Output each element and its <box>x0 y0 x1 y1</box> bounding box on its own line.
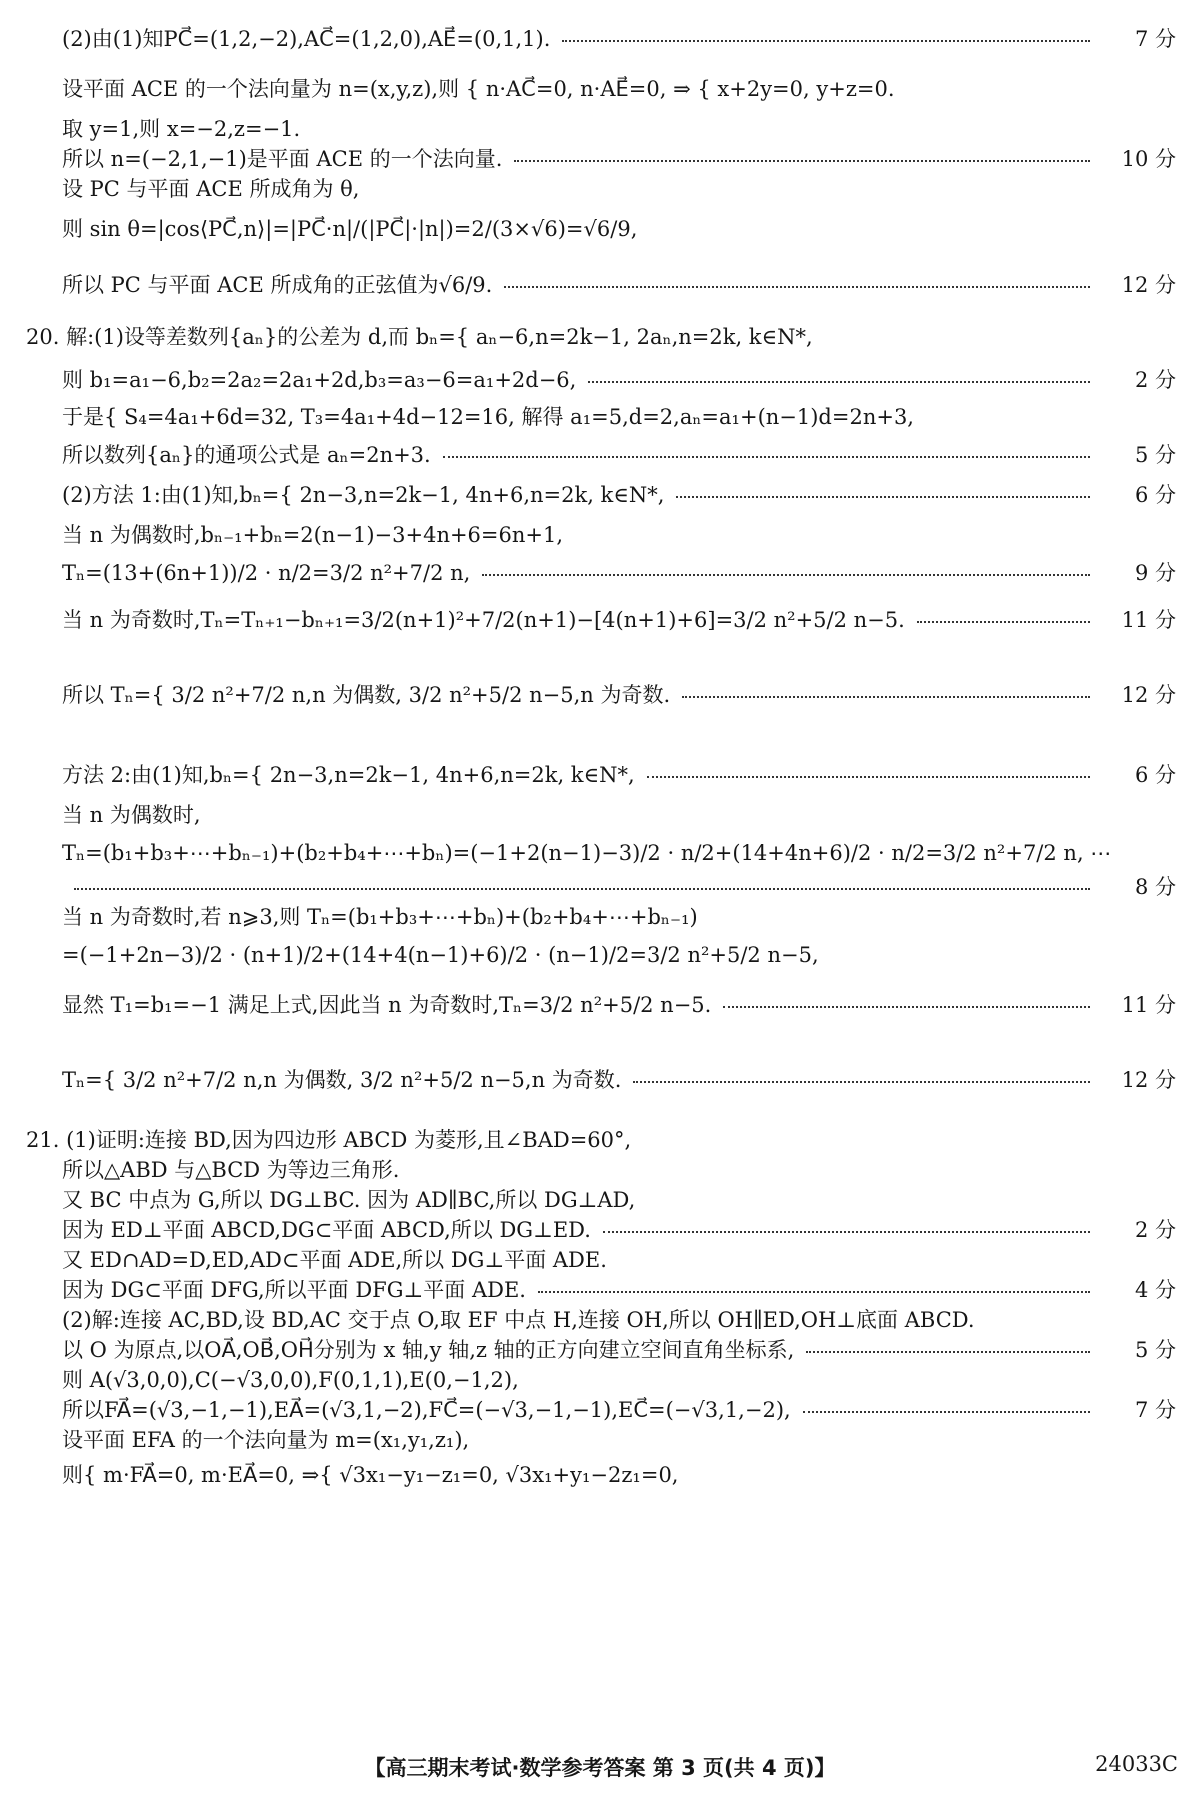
line-text: 于是{ S₄=4a₁+6d=32, T₃=4a₁+4d−12=16, 解得 a₁=5,d=2,aₙ=a₁+(n−1)d=2n+3, <box>62 405 914 429</box>
line-text: 所以FA⃗=(√3,−1,−1),EA⃗=(√3,1,−2),FC⃗=(−√3,−1,−1),EC⃗=(−√3,1,−2), <box>62 1398 791 1422</box>
score-label: 8 分 <box>1134 875 1176 899</box>
line-text: Tₙ=(b₁+b₃+⋯+bₙ₋₁)+(b₂+b₄+⋯+bₙ)=(−1+2(n−1)−3)/2 · n/2+(14+4n+6)/2 · n/2=3/2 n²+7/2 n, ⋯ <box>62 841 1112 865</box>
text-line <box>62 74 1176 104</box>
line-text: 则 b₁=a₁−6,b₂=2a₂=2a₁+2d,b₃=a₃−6=a₁+2d−6, <box>62 368 577 392</box>
score-label: 6 分 <box>1134 483 1176 507</box>
line-text: 20. 解:(1)设等差数列{aₙ}的公差为 d,而 bₙ={ aₙ−6,n=2k−1, 2aₙ,n=2k, k∈N*, <box>26 325 813 349</box>
dot-leader <box>603 1231 1090 1233</box>
line-text: (2)由(1)知PC⃗=(1,2,−2),AC⃗=(1,2,0),AE⃗=(0,1,1). <box>62 27 551 51</box>
text-line <box>62 440 1176 470</box>
text-line <box>62 760 1176 790</box>
text-line <box>62 1365 1176 1395</box>
score-label: 5 分 <box>1134 1338 1176 1362</box>
score-label: 11 分 <box>1121 993 1176 1017</box>
line-text: 设 PC 与平面 ACE 所成角为 θ, <box>62 177 360 201</box>
score-label: 6 分 <box>1134 763 1176 787</box>
line-text: 所以 Tₙ={ 3/2 n²+7/2 n,n 为偶数, 3/2 n²+5/2 n−5,n 为奇数. <box>62 683 671 707</box>
line-text: 所以数列{aₙ}的通项公式是 aₙ=2n+3. <box>62 443 431 467</box>
text-line <box>62 1395 1176 1425</box>
text-line <box>62 940 1176 970</box>
text-line <box>62 1155 1176 1185</box>
line-text: =(−1+2n−3)/2 · (n+1)/2+(14+4(n−1)+6)/2 · (n−1)/2=3/2 n²+5/2 n−5, <box>62 943 819 967</box>
line-text: 取 y=1,则 x=−2,z=−1. <box>62 117 301 141</box>
footer-title: 【高三期末考试·数学参考答案 第 3 页(共 4 页)】 <box>364 1756 836 1780</box>
score-label: 7 分 <box>1134 1398 1176 1422</box>
line-text: 当 n 为奇数时,Tₙ=Tₙ₊₁−bₙ₊₁=3/2(n+1)²+7/2(n+1)−[4(n+1)+6]=3/2 n²+5/2 n−5. <box>62 608 905 632</box>
text-line <box>62 114 1176 144</box>
dot-leader <box>633 1081 1090 1083</box>
dot-leader <box>803 1411 1090 1413</box>
text-line <box>62 605 1176 635</box>
line-text: 方法 2:由(1)知,bₙ={ 2n−3,n=2k−1, 4n+6,n=2k, k∈N*, <box>62 763 635 787</box>
text-line <box>62 902 1176 932</box>
line-text: (2)解:连接 AC,BD,设 BD,AC 交于点 O,取 EF 中点 H,连接 OH,所以 OH∥ED,OH⊥底面 ABCD. <box>62 1308 975 1332</box>
text-line <box>62 1425 1176 1455</box>
dot-leader <box>647 776 1090 778</box>
text-line <box>26 1125 1176 1155</box>
score-label: 7 分 <box>1134 27 1176 51</box>
dot-leader <box>538 1291 1090 1293</box>
dot-leader <box>482 574 1090 576</box>
text-line <box>62 174 1176 204</box>
line-text: Tₙ={ 3/2 n²+7/2 n,n 为偶数, 3/2 n²+5/2 n−5,n 为奇数. <box>62 1068 622 1092</box>
text-line <box>62 1335 1176 1365</box>
line-text: 当 n 为偶数时, <box>62 803 201 827</box>
document-code: 24033C <box>1095 1752 1178 1776</box>
line-text: 21. (1)证明:连接 BD,因为四边形 ABCD 为菱形,且∠BAD=60°, <box>26 1128 632 1152</box>
line-text: 又 BC 中点为 G,所以 DG⊥BC. 因为 AD∥BC,所以 DG⊥AD, <box>62 1188 636 1212</box>
dot-leader <box>917 621 1090 623</box>
dot-leader <box>806 1351 1090 1353</box>
text-line <box>62 1185 1176 1215</box>
score-label: 11 分 <box>1121 608 1176 632</box>
dot-leader <box>676 496 1090 498</box>
dot-leader <box>504 286 1090 288</box>
text-line <box>62 144 1176 174</box>
text-line <box>62 558 1176 588</box>
text-line <box>26 322 1176 352</box>
score-label: 2 分 <box>1134 1218 1176 1242</box>
dot-leader <box>514 160 1090 162</box>
text-line <box>62 1460 1176 1490</box>
line-text: 因为 DG⊂平面 DFG,所以平面 DFG⊥平面 ADE. <box>62 1278 526 1302</box>
text-line <box>62 520 1176 550</box>
dot-leader <box>562 40 1090 42</box>
score-label: 9 分 <box>1134 561 1176 585</box>
text-line <box>62 872 1176 902</box>
text-line <box>62 1275 1176 1305</box>
dot-leader <box>682 696 1090 698</box>
text-line <box>62 800 1176 830</box>
line-text: 设平面 ACE 的一个法向量为 n=(x,y,z),则 { n·AC⃗=0, n·AE⃗=0, ⇒ { x+2y=0, y+z=0. <box>62 77 895 101</box>
text-line <box>62 24 1176 54</box>
text-line <box>62 270 1176 300</box>
score-label: 4 分 <box>1134 1278 1176 1302</box>
text-line <box>62 1065 1176 1095</box>
score-label: 12 分 <box>1121 683 1176 707</box>
text-line <box>62 1215 1176 1245</box>
line-text: 又 ED∩AD=D,ED,AD⊂平面 ADE,所以 DG⊥平面 ADE. <box>62 1248 607 1272</box>
dot-leader <box>588 381 1090 383</box>
line-text: 当 n 为偶数时,bₙ₋₁+bₙ=2(n−1)−3+4n+6=6n+1, <box>62 523 564 547</box>
line-text: 当 n 为奇数时,若 n⩾3,则 Tₙ=(b₁+b₃+⋯+bₙ)+(b₂+b₄+⋯+bₙ₋₁) <box>62 905 698 929</box>
text-line <box>62 214 1176 244</box>
score-label: 2 分 <box>1134 368 1176 392</box>
line-text: 所以△ABD 与△BCD 为等边三角形. <box>62 1158 400 1182</box>
text-line <box>62 680 1176 710</box>
text-line <box>62 365 1176 395</box>
score-label: 12 分 <box>1121 1068 1176 1092</box>
text-line <box>62 838 1176 868</box>
line-text: 所以 n=(−2,1,−1)是平面 ACE 的一个法向量. <box>62 147 503 171</box>
score-label: 12 分 <box>1121 273 1176 297</box>
line-text: 因为 ED⊥平面 ABCD,DG⊂平面 ABCD,所以 DG⊥ED. <box>62 1218 591 1242</box>
line-text: 则 sin θ=|cos⟨PC⃗,n⟩|=|PC⃗·n|/(|PC⃗|·|n|)=2/(3×√6)=√6/9, <box>62 217 638 241</box>
line-text: 以 O 为原点,以OA⃗,OB⃗,OH⃗分别为 x 轴,y 轴,z 轴的正方向建立空间直角坐标系, <box>62 1338 795 1362</box>
page-footer <box>0 1752 1200 1782</box>
text-line <box>62 1305 1176 1335</box>
line-text: 则 A(√3,0,0),C(−√3,0,0),F(0,1,1),E(0,−1,2), <box>62 1368 519 1392</box>
text-line <box>62 480 1176 510</box>
text-line <box>62 1245 1176 1275</box>
line-text: 设平面 EFA 的一个法向量为 m=(x₁,y₁,z₁), <box>62 1428 470 1452</box>
text-line <box>62 402 1176 432</box>
dot-leader <box>443 456 1090 458</box>
line-text: 则{ m·FA⃗=0, m·EA⃗=0, ⇒{ √3x₁−y₁−z₁=0, √3x₁+y₁−2z₁=0, <box>62 1463 679 1487</box>
line-text: (2)方法 1:由(1)知,bₙ={ 2n−3,n=2k−1, 4n+6,n=2k, k∈N*, <box>62 483 665 507</box>
score-label: 10 分 <box>1121 147 1176 171</box>
text-line <box>62 990 1176 1020</box>
line-text: 所以 PC 与平面 ACE 所成角的正弦值为√6/9. <box>62 273 493 297</box>
line-text: Tₙ=(13+(6n+1))/2 · n/2=3/2 n²+7/2 n, <box>62 561 471 585</box>
dot-leader <box>74 888 1090 890</box>
line-text: 显然 T₁=b₁=−1 满足上式,因此当 n 为奇数时,Tₙ=3/2 n²+5/2 n−5. <box>62 993 712 1017</box>
dot-leader <box>723 1006 1090 1008</box>
score-label: 5 分 <box>1134 443 1176 467</box>
